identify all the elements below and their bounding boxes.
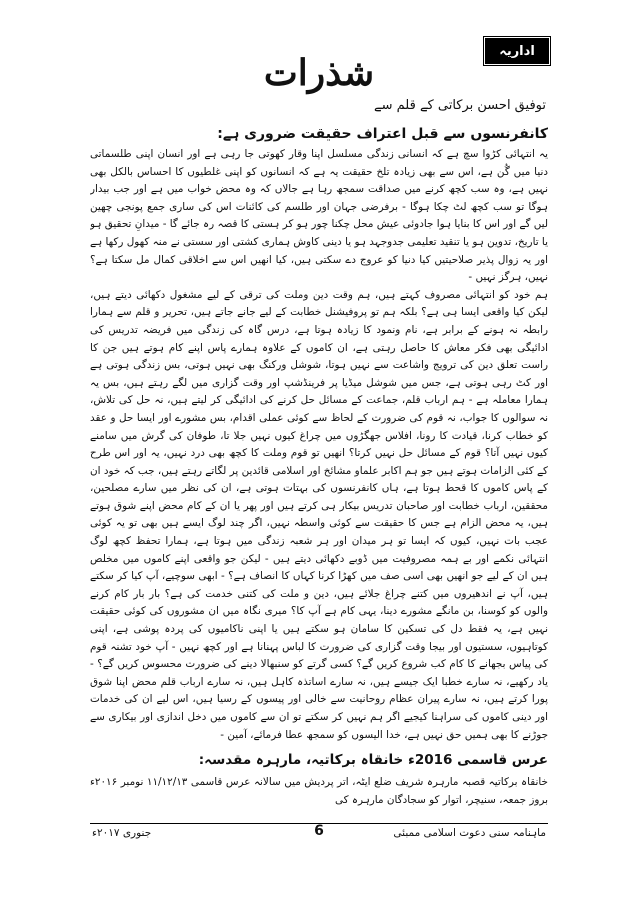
magazine-name: ماہنامہ سنی دعوت اسلامی ممبئی [393,827,546,839]
editorial-badge: اداریہ [485,38,549,64]
article-body [90,122,548,822]
paragraph: یہ انتہائی کڑوا سچ ہے کہ انسانی زندگی مسلسل اپنا وقار کھوتی جا رہی ہے اور انسان اپنی طلسماتی دنیا میں گُن ہے، اس سے بھی زیادہ تلخ حقیقت یہ ہے کہ انسانوں کو اپنی غلطیوں کا احساس بالکل بھی نہیں ہے، وہ سب کچھ کرنے میں صداقت سمجھ رہا ہے جالاں کہ وہ محض خواب میں ہے اور جب بیدار ہوگا تو سب کچھ لٹ چکا ہوگا - برفرضی جہان اور طلسم کی کائنات اس کی ساری جمع پونجی چھین لیں گے اور اس کا بنایا ہوا جادوئی عیش محل چکنا چور ہو کر ہستی کا قصہ رہ جائے گا - میدانِ تحقیق ہو یا تاریخ، تدوین ہو یا تنقید تعلیمی جدوجہد ہو یا دینی کاوش ہماری کشتی اور سستی نے منہ کھول رکھا ہے اور یہ زوال پذیر صلاحیتیں کیا دنیا کو عروج دے سکتی ہیں، کیا انھیں اس سے اخلاقی کمال مل سکتا ہے؟ نہیں، ہرگز نہیں - [90,148,548,284]
paragraph: خانقاہ برکاتیہ قصبہ مارہرہ شریف ضلع ایٹہ، اتر پردیش میں سالانہ عرس قاسمی ۱۱/۱۲/۱۳ نومبر ۲۰۱۶ء بروز جمعہ، سنیچر، اتوار کو سجادگان مارہرہ کی [90,776,548,806]
page-number: 6 [314,823,324,839]
paragraph: ہم خود کو انتہائی مصروف کہتے ہیں، ہم وقت دین وملت کی ترقی کے لیے مشغول دکھائی دیتے ہیں، لیکن کیا واقعی ایسا ہی ہے؟ بلکہ ہم تو پروفیشنل خطابت کے لیے جانے جاتے ہیں، تحریر و قلم سے ہمارا رابطہ نہ ہونے کے برابر ہے، نام ونمود کا زیادہ ہوتا ہے، درس گاہ کی زندگی میں فریضہ تدریس کی ادائیگی بھی فکر معاش کا حاصل رہتی ہے، ان کاموں کے علاوہ ہمارے پاس اپنے کام ہوتے ہیں جن کا راست تعلق دین کی ترویج واشاعت سے نہیں ہوتا، شوشل ورکنگ بھی نہیں ہوتی، بس زندگی ہوتی ہے اور کٹ رہی ہوتی ہے، جس میں شوشل میڈیا پر فرینڈشپ اور وقت گزاری میں لگے رہتے ہیں، بس یہ ہمارا معاملہ ہے - ہم ارباب قلم، جماعت کے مسائل حل کرنے کی ادائیگی کر لیتے ہیں، نہ حل کی تلاش، نہ سوالوں کا جواب، نہ قوم کی ضرورت کے لحاظ سے کوئی عملی اقدام، بس مشورے اور ایسا حل و عقد کو خطاب کرنا، قیادت کا رونا، افلاس جھگڑوں میں چراغ کیوں نہیں جلا تا، طوفان کی گرش میں سامنے کیوں نہیں آتا؟ قوم کے مسائل حل نہیں کرتا؟ انھیں تو قوم وملت کا کچھ بھی درد نہیں، یہ اور اس طرح کے کئی الزامات ہوتے ہیں جو ہم اکابر علماو مشائخ اور اسلامی قائدین پر لگاتے رہتے ہیں، جب کہ خود ان کے پاس کاموں کا قحط ہوتا ہے، ہاں کانفرنسوں کی بہتات ہوتی ہے، ان کی نظر میں سارے مصلحین، محققین، ارباب خطابت اور صاحبان تدریس بیکار ہی کرتے ہیں اور پھر یا ان کے کام محض اپنے شوق ہوتے ہیں، یہ محض الزام ہے جس کا حقیقت سے کوئی واسطہ نہیں، اگر چند لوگ ایسے ہیں بھی تو یہ کوئی عجب بات نہیں، کیوں کہ ایسا تو ہر میدان اور ہر شعبہ زندگی میں ہوتا ہے، ہمارا تحفظ کچھ لوگ انتہائی نکمے اور بے ہمہ مصروفیت میں ڈوبے دکھائی دیتے ہیں - لیکن جو واقعی اپنے کاموں میں مخلص ہیں ان کے لیے جو انھیں بھی اسی صف میں کھڑا کرنا کہاں کا انصاف ہے؟ - ابھی سوچیے، آپ کیا کر سکتے ہیں، آپ نے اندھیروں میں کتنے چراغ جلائے ہیں، دین و ملت کی کتنی خدمت کی ہے؟ بار بار کام کرنے والوں کو کوسنا، بن مانگے مشورے دینا، یہی کام ہے آپ کا؟ میری نگاہ میں ان مشوروں کی کوئی حقیقت نہیں ہے، یہ فقط دل کی تسکین کا سامان ہو سکتے ہیں یا اپنی ناکامیوں کی پردہ پوشی ہے، اپنی کوتاہیوں، سستیوں اور بیجا وقت گزاری کی ضرورت کا لباس پہنانا ہے اور کچھ نہیں - آپ خود تشنہ قوم کی پیاس بجھانے کا کام کب شروع کریں گے؟ کسی گرتے کو سنبھالا دینے کی ضرورت محسوس کریں گے؟ - یاد رکھیے، نہ سارے خطبا ایک جیسے ہیں، نہ سارے اساتذہ کاہل ہیں، نہ سارے ارباب قلم محض اپنا شوق پورا کرتے ہیں، نہ سارے پیران عظام روحانیت سے خالی اور پیسوں کے رسیا ہیں، اس لیے ان کی خدمات اور دینی کاموں کی سراہنا کیجیے اگر ہم نہیں کر سکتے تو ان سے کاموں میں دخل اندازی اور بیکاری سے جوڑنے کا بھی ہمیں حق نہیں ہے، خدا الیسوں کو سمجھ عطا فرمائے، آمین - [90,288,548,741]
author-byline: توفیق احسن برکاتی کے قلم سے [374,98,546,113]
issue-date: جنوری ۲۰۱۷ء [92,827,152,839]
section-heading-urs: عرس قاسمی 2016ء خانقاہ برکاتیہ، مارہرہ مقدسہ: [198,752,548,769]
page-title: شذرات [263,52,375,94]
section-heading-conferences: کانفرنسوں سے قبل اعتراف حقیقت ضروری ہے: [217,126,548,142]
